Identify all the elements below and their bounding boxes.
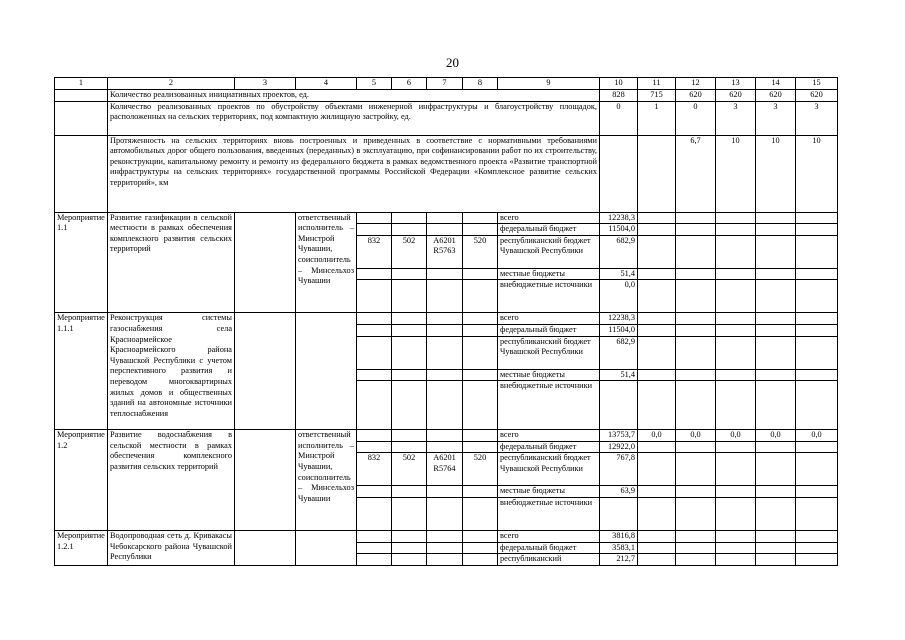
empty-cell	[463, 212, 498, 224]
empty-cell	[427, 268, 463, 280]
code-cell: 520	[463, 453, 498, 486]
funding-value: 3583,1	[600, 542, 638, 554]
funding-value	[716, 235, 756, 268]
funding-value	[676, 453, 716, 486]
code-cell: A6201 R5763	[427, 235, 463, 268]
funding-value	[676, 212, 716, 224]
indicator-text: Количество реализованных инициативных проектов, ед.	[108, 89, 600, 101]
funding-value	[756, 212, 796, 224]
funding-source: внебюджетные источники	[498, 497, 600, 530]
empty-cell	[357, 530, 392, 542]
funding-value	[796, 381, 838, 430]
indicator-row	[55, 101, 838, 135]
funding-value: 682,9	[600, 235, 638, 268]
empty-cell	[357, 224, 392, 236]
funding-value	[638, 542, 676, 554]
empty-cell	[392, 430, 427, 442]
funding-value	[796, 336, 838, 369]
funding-value	[716, 381, 756, 430]
empty-cell	[392, 280, 427, 313]
empty-cell	[427, 324, 463, 336]
funding-row	[55, 530, 838, 542]
funding-value: 0,0	[638, 430, 676, 442]
empty-cell	[392, 497, 427, 530]
code-cell: 832	[357, 453, 392, 486]
empty-cell	[427, 336, 463, 369]
funding-value	[716, 542, 756, 554]
funding-value	[716, 453, 756, 486]
funding-value	[676, 542, 716, 554]
funding-value	[716, 369, 756, 381]
empty-cell	[235, 430, 296, 531]
empty-cell	[392, 212, 427, 224]
empty-cell	[463, 542, 498, 554]
indicator-value: 620	[676, 89, 716, 101]
funding-source: внебюджетные источники	[498, 280, 600, 313]
funding-source: федеральный бюджет	[498, 441, 600, 453]
indicator-value	[638, 135, 676, 212]
indicator-value: 10	[796, 135, 838, 212]
funding-value	[676, 441, 716, 453]
empty-cell	[357, 430, 392, 442]
funding-value: 11504,0	[600, 324, 638, 336]
empty-cell	[427, 530, 463, 542]
funding-value	[716, 486, 756, 498]
funding-value	[638, 453, 676, 486]
empty-cell	[427, 554, 463, 566]
indicator-value: 6,7	[676, 135, 716, 212]
funding-value	[676, 369, 716, 381]
funding-value	[600, 381, 638, 430]
code-cell: 832	[357, 235, 392, 268]
column-number: 11	[638, 78, 676, 90]
empty-cell	[427, 212, 463, 224]
funding-value	[756, 530, 796, 542]
indicator-value: 715	[638, 89, 676, 101]
code-cell: 502	[392, 453, 427, 486]
funding-value: 0,0	[756, 430, 796, 442]
funding-value	[756, 235, 796, 268]
empty-cell	[463, 530, 498, 542]
funding-value	[716, 441, 756, 453]
empty-cell	[427, 542, 463, 554]
activity-name: Водопроводная сеть д. Кривакасы Чебоксарского района Чувашской Республики	[108, 530, 235, 565]
funding-value: 12238,3	[600, 212, 638, 224]
funding-value: 13753,7	[600, 430, 638, 442]
funding-value: 0,0	[716, 430, 756, 442]
funding-value	[638, 530, 676, 542]
funding-value: 0,0	[600, 280, 638, 313]
indicator-value: 620	[756, 89, 796, 101]
empty-cell	[392, 369, 427, 381]
empty-cell	[357, 313, 392, 325]
funding-value	[638, 369, 676, 381]
empty-cell	[427, 280, 463, 313]
funding-value	[796, 441, 838, 453]
funding-value	[796, 313, 838, 325]
empty-cell	[392, 486, 427, 498]
funding-value: 3816,8	[600, 530, 638, 542]
empty-cell	[463, 430, 498, 442]
empty-cell	[357, 381, 392, 430]
funding-source: федеральный бюджет	[498, 542, 600, 554]
code-cell: A6201 R5764	[427, 453, 463, 486]
funding-source: всего	[498, 212, 600, 224]
column-number: 15	[796, 78, 838, 90]
funding-row	[55, 313, 838, 325]
funding-value	[716, 554, 756, 566]
funding-value	[676, 381, 716, 430]
funding-value	[638, 280, 676, 313]
funding-value	[796, 280, 838, 313]
funding-value	[638, 324, 676, 336]
empty-cell	[357, 212, 392, 224]
funding-value	[756, 542, 796, 554]
funding-source: всего	[498, 430, 600, 442]
funding-value: 767,8	[600, 453, 638, 486]
funding-value	[796, 453, 838, 486]
empty-cell	[463, 554, 498, 566]
funding-value	[676, 280, 716, 313]
indicator-value: 3	[796, 101, 838, 135]
indicator-value: 1	[638, 101, 676, 135]
empty-cell	[427, 224, 463, 236]
funding-value: 63,9	[600, 486, 638, 498]
funding-value: 0,0	[796, 430, 838, 442]
empty-cell	[392, 441, 427, 453]
page-number: 20	[446, 55, 459, 70]
funding-value	[756, 280, 796, 313]
funding-value	[756, 381, 796, 430]
funding-value	[676, 235, 716, 268]
empty-cell	[392, 224, 427, 236]
empty-cell	[463, 369, 498, 381]
funding-value	[676, 554, 716, 566]
funding-value	[716, 280, 756, 313]
funding-value	[716, 324, 756, 336]
column-number: 10	[600, 78, 638, 90]
empty-cell	[392, 313, 427, 325]
responsible-executor	[296, 313, 357, 430]
funding-value	[638, 313, 676, 325]
empty-cell	[357, 336, 392, 369]
activity-code: Мероприятие 1.1	[55, 212, 108, 313]
funding-value	[676, 486, 716, 498]
funding-value	[638, 224, 676, 236]
funding-value	[756, 313, 796, 325]
empty-cell	[55, 101, 108, 135]
funding-source: местные бюджеты	[498, 486, 600, 498]
funding-source: федеральный бюджет	[498, 324, 600, 336]
activity-code: Мероприятие 1.2	[55, 430, 108, 531]
funding-row	[55, 430, 838, 442]
funding-value	[796, 212, 838, 224]
empty-cell	[463, 280, 498, 313]
empty-cell	[357, 324, 392, 336]
empty-cell	[357, 554, 392, 566]
empty-cell	[463, 268, 498, 280]
funding-value	[638, 486, 676, 498]
indicator-value: 10	[756, 135, 796, 212]
funding-value	[796, 497, 838, 530]
funding-value	[756, 453, 796, 486]
funding-value: 212,7	[600, 554, 638, 566]
funding-value	[796, 542, 838, 554]
empty-cell	[427, 497, 463, 530]
funding-value	[756, 336, 796, 369]
empty-cell	[427, 313, 463, 325]
funding-source: республиканский бюджет Чувашской Республики	[498, 453, 600, 486]
funding-value	[756, 224, 796, 236]
funding-source: республиканский бюджет Чувашской Республики	[498, 336, 600, 369]
empty-cell	[235, 313, 296, 430]
column-number: 3	[235, 78, 296, 90]
empty-cell	[235, 212, 296, 313]
funding-value: 682,9	[600, 336, 638, 369]
empty-cell	[357, 268, 392, 280]
funding-value: 12922,0	[600, 441, 638, 453]
indicator-text: Количество реализованных проектов по обустройству объектами инженерной инфраструктуры и благоустройству площадок, расположенных на сельских территориях, под компактную жилищную застройку, ед.	[108, 101, 600, 135]
empty-cell	[55, 89, 108, 101]
funding-value	[716, 497, 756, 530]
funding-value	[676, 497, 716, 530]
empty-cell	[392, 324, 427, 336]
funding-value	[638, 441, 676, 453]
funding-value	[756, 324, 796, 336]
funding-value	[796, 268, 838, 280]
funding-value	[796, 224, 838, 236]
empty-cell	[463, 486, 498, 498]
empty-cell	[392, 554, 427, 566]
funding-value: 51,4	[600, 268, 638, 280]
funding-value	[716, 268, 756, 280]
indicator-value: 0	[600, 101, 638, 135]
funding-value: 51,4	[600, 369, 638, 381]
column-number: 12	[676, 78, 716, 90]
funding-value: 11504,0	[600, 224, 638, 236]
indicator-value: 10	[716, 135, 756, 212]
funding-value	[638, 212, 676, 224]
indicator-row	[55, 135, 838, 212]
funding-source: республиканский бюджет Чувашской Республики	[498, 235, 600, 268]
empty-cell	[427, 486, 463, 498]
funding-value	[676, 268, 716, 280]
empty-cell	[427, 381, 463, 430]
column-number: 7	[427, 78, 463, 90]
empty-cell	[392, 336, 427, 369]
funding-value	[638, 381, 676, 430]
empty-cell	[392, 530, 427, 542]
empty-cell	[427, 430, 463, 442]
funding-value	[638, 336, 676, 369]
funding-row	[55, 212, 838, 224]
indicator-value: 620	[716, 89, 756, 101]
activity-code: Мероприятие 1.2.1	[55, 530, 108, 565]
empty-cell	[357, 280, 392, 313]
activity-name: Развитие водоснабжения в сельской местности в рамках обеспечения комплексного развития сельских территорий	[108, 430, 235, 531]
activity-name: Развитие газификации в сельской местности в рамках обеспечения комплексного развития сельских территорий	[108, 212, 235, 313]
funding-value: 0,0	[676, 430, 716, 442]
empty-cell	[463, 224, 498, 236]
header-row	[55, 78, 838, 90]
funding-source: местные бюджеты	[498, 268, 600, 280]
funding-value	[756, 268, 796, 280]
funding-value	[638, 497, 676, 530]
indicator-value: 3	[716, 101, 756, 135]
funding-value	[676, 224, 716, 236]
funding-value	[756, 554, 796, 566]
column-number: 8	[463, 78, 498, 90]
funding-value	[676, 530, 716, 542]
funding-value	[756, 441, 796, 453]
funding-value: 12238,3	[600, 313, 638, 325]
indicator-value: 0	[676, 101, 716, 135]
column-number: 5	[357, 78, 392, 90]
empty-cell	[463, 313, 498, 325]
program-table	[54, 77, 838, 566]
funding-value	[600, 497, 638, 530]
column-number: 13	[716, 78, 756, 90]
funding-value	[676, 324, 716, 336]
indicator-row	[55, 89, 838, 101]
empty-cell	[55, 135, 108, 212]
funding-value	[796, 235, 838, 268]
funding-value	[796, 530, 838, 542]
funding-source: внебюджетные источники	[498, 381, 600, 430]
funding-value	[676, 336, 716, 369]
funding-value	[716, 530, 756, 542]
empty-cell	[427, 369, 463, 381]
funding-source: республиканский	[498, 554, 600, 566]
funding-value	[716, 336, 756, 369]
funding-source: всего	[498, 313, 600, 325]
funding-value	[796, 324, 838, 336]
empty-cell	[392, 542, 427, 554]
funding-source: местные бюджеты	[498, 369, 600, 381]
empty-cell	[357, 369, 392, 381]
empty-cell	[463, 381, 498, 430]
funding-value	[796, 554, 838, 566]
funding-source: федеральный бюджет	[498, 224, 600, 236]
funding-value	[716, 212, 756, 224]
funding-value	[796, 486, 838, 498]
empty-cell	[463, 441, 498, 453]
funding-value	[716, 224, 756, 236]
code-cell: 520	[463, 235, 498, 268]
activity-name: Реконструкция системы газоснабжения села Красноармейское Красноармейского района Чувашской Республики с учетом перспективного развития и переводом многоквартирных жилых домов и общественных зданий на автономные источники теплоснабжения	[108, 313, 235, 430]
activity-code: Мероприятие 1.1.1	[55, 313, 108, 430]
empty-cell	[357, 542, 392, 554]
column-number: 6	[392, 78, 427, 90]
responsible-executor: ответственный исполнитель – Минстрой Чувашии, соисполнитель – Минсельхоз Чувашии	[296, 430, 357, 531]
funding-value	[716, 313, 756, 325]
column-number: 4	[296, 78, 357, 90]
empty-cell	[463, 497, 498, 530]
empty-cell	[392, 381, 427, 430]
funding-value	[796, 369, 838, 381]
empty-cell	[427, 441, 463, 453]
empty-cell	[357, 441, 392, 453]
indicator-value: 3	[756, 101, 796, 135]
responsible-executor	[296, 530, 357, 565]
funding-value	[638, 235, 676, 268]
column-number: 9	[498, 78, 600, 90]
indicator-value: 828	[600, 89, 638, 101]
funding-value	[638, 554, 676, 566]
indicator-text: Протяженность на сельских территориях вновь построенных и приведенных в соответствие с нормативными требованиями автомобильных дорог общего пользования, введенных (переданных) в эксплуатацию, при софинансировании работ по их строительству, реконструкции, капитальному ремонту и ремонту из федерального бюджета в рамках ведомственного проекта «Развитие транспортной инфраструктуры на сельских территориях» государственной программы Российской Федерации «Комплексное развитие сельских территорий», км	[108, 135, 600, 212]
empty-cell	[357, 486, 392, 498]
column-number: 14	[756, 78, 796, 90]
indicator-value	[600, 135, 638, 212]
funding-value	[676, 313, 716, 325]
responsible-executor: ответственный исполнитель – Минстрой Чувашии, соисполнитель – Минсельхоз Чувашии	[296, 212, 357, 313]
column-number: 2	[108, 78, 235, 90]
empty-cell	[463, 324, 498, 336]
code-cell: 502	[392, 235, 427, 268]
empty-cell	[463, 336, 498, 369]
indicator-value: 620	[796, 89, 838, 101]
funding-value	[756, 497, 796, 530]
funding-value	[756, 369, 796, 381]
empty-cell	[235, 530, 296, 565]
column-number: 1	[55, 78, 108, 90]
funding-source: всего	[498, 530, 600, 542]
funding-value	[756, 486, 796, 498]
empty-cell	[357, 497, 392, 530]
empty-cell	[392, 268, 427, 280]
funding-value	[638, 268, 676, 280]
